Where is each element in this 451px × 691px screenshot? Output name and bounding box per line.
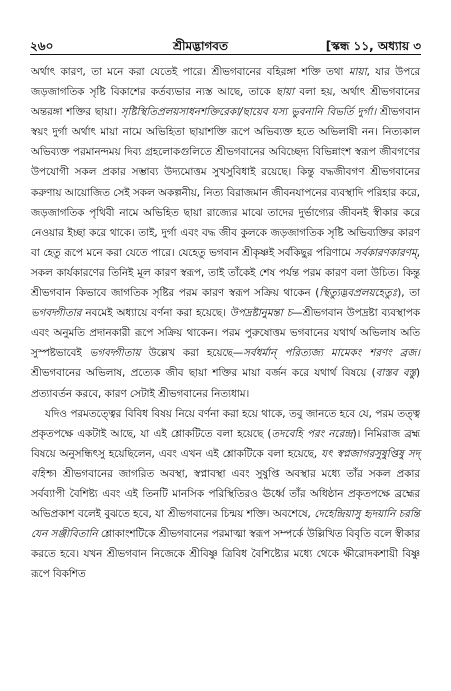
body-paragraph — [31, 404, 420, 585]
italic-quote: ভগবদ্গীতায় — [89, 347, 141, 360]
book-title: শ্রীমদ্ভাগবত — [172, 39, 228, 53]
section-reference: [স্কন্ধ ১১, অধ্যায় ৩ — [325, 39, 421, 53]
paragraph-text: , সকল কার্যকারণের তিনিই মূল কারণ স্বরূপ, তাই তাঁকেই শেষ পর্যন্ত পরম কারণ বলা উচিত। কিন্তু শ্রীভগবান কিভাবে জাগতিক সৃষ্টির পরম কারণ স্বরূপ সক্রিয় থাকেন ( — [31, 246, 420, 300]
italic-quote: উপদ্রষ্টানুমন্তা চ — [229, 307, 293, 320]
italic-quote: বাস্তব বস্তু — [375, 367, 416, 380]
paragraph-text: । শ্রীভগবানের জাগরিত অবস্থা, স্বপ্নাবস্থা এবং সুষুপ্তি অবস্থার মধ্যে তাঁর সকল প্রকার সর্বব্যাপী বৈশিষ্ট্য এবং এই তিনটি মানসিক পরিস্থিতিরও ঊর্ধ্বে তাঁর অধিষ্ঠান প্রকৃতপক্ষে ব্রহ্মের অভিপ্রকাশ বলেই বুঝতে হবে, যা শ্রীভগবানের চিন্ময় শক্তি। অবশেষে, — [31, 467, 420, 521]
paragraph-text: যদিও পরমতত্ত্বের বিবিধ বিষয় নিয়ে বর্ণনা করা হয়ে থাকে, তবু জানতে হবে যে, পরম তত্ত্ব প্রকৃতপক্ষে একটাই আছে, যা এই শ্লোকটিতে বলা হয়েছে ( — [31, 407, 420, 440]
italic-quote: ছায়া — [275, 86, 295, 99]
italic-quote: ভগবদ্গীতার — [31, 307, 82, 320]
paragraph-text: উল্লেখ করা হয়েছে— — [140, 347, 244, 360]
paragraph-text: শ্লোকাংশটিকে শ্রীভগবানের পরমাত্মা স্বরূপ সম্পর্কে উল্লিখিত বিবৃতি বলে স্বীকার করতে হবে। যখন শ্রীভগবান নিজেকে শ্রীবিষ্ণু ত্রিবিধ বৈশিষ্ট্যের মধ্যে থেকে ক্ষীরোদকশায়ী বিষ্ণু রূপে বিকশিত — [31, 528, 420, 581]
italic-quote: যৎ স্বপ্নজাগরসুষুপ্তিষু সদ্ বহিশ্চ — [31, 447, 420, 480]
italic-quote: দেহেন্দ্রিয়াসু হৃদয়ানি চরন্তি যেন সঞ্জীবিতানি — [31, 508, 420, 541]
paragraph-text: , যার উপরে জড়জাগতিক সৃষ্টি বিকাশের কর্তব্যভার ন্যস্ত আছে, তাকে — [31, 66, 420, 99]
body-paragraph — [31, 62, 420, 404]
paragraph-text: বলা হয়, অর্থাৎ শ্রীভগবানের অন্তরঙ্গা শক্তির ছায়া। — [31, 86, 420, 119]
header-rule — [30, 54, 421, 55]
page-header — [30, 30, 421, 52]
italic-quote: মায়া — [348, 66, 367, 78]
italic-quote: সর্বকারণকারণম্ — [354, 246, 417, 259]
italic-quote: স্থিত্যুদ্ভবপ্রলয়হেতুঃ — [319, 287, 398, 300]
page-number: ২৬০ — [30, 39, 54, 53]
paragraph-text: ) প্রত্যাবর্তন করবে, কারণ সেটাই শ্রীভগবানের নিত্যধাম। — [31, 367, 420, 400]
paragraph-text: —শ্রীভগবান উপদ্রষ্টা ব্যবস্থাপক এবং অনুমতি প্রদানকারী রূপে সক্রিয় থাকেন। পরম পুরুষোত্তম ভগবানের যথার্থ অভিলাষ অতি সুস্পষ্টভাবেই — [31, 307, 420, 360]
body-text — [31, 62, 420, 584]
italic-quote: তদবেহি পরং নরেন্দ্র — [271, 427, 353, 440]
paragraph-text: নবমেই অধ্যায়ে বর্ণনা করা হয়েছে। — [81, 307, 230, 320]
paragraph-text: ), তা — [397, 287, 420, 300]
paragraph-text: অর্থাৎ কারণ, তা মনে করা যেতেই পারে। শ্রীভগবানের বহিরঙ্গা শক্তি তথা — [31, 66, 349, 78]
paragraph-text: শ্রীভগবান স্বয়ং দুর্গা অর্থাৎ মায়া নামে অভিহিতা ছায়াশক্তি রূপে অভিব্যক্ত হতে অভিলাষী নন। নিত্যকাল অভিব্যক্ত পরমানন্দময় দিব্য গ্রহলোকগুলিতে শ্রীভগবানের অবিচ্ছেদ্য বিভিন্নাংশ স্বরূপ জীবগণের উপযোগী সকল প্রকার সম্ভাব্য উদ্যমোত্তম সুখসুবিধাই রয়েছে। কিন্তু বদ্ধজীবগণ শ্রীভগবানের করুণায় আয়োজিত সেই সকল অকল্পনীয়, নিত্য বিরাজমান জীবনযাপনের ব্যবস্থাদি পরিহার করে, জড়জাগতিক পৃথিবী নামে অভিহিত ছায়া রাজ্যের মাঝে তাদের দুর্ভাগ্যের জীবনই স্বীকার করে নেওয়ার ইচ্ছা করে থাকে। তাই, দুর্গা এবং বদ্ধ জীব কুলকে জড়জাগতিক সৃষ্টি অভিব্যক্তির কারণ বা হেতু রূপে মনে করা যেতে পারে। যেহেতু ভগবান শ্রীকৃষ্ণই সর্বকিছুর পরিণামে — [31, 106, 420, 259]
paragraph-text: শ্রীভগবানের অভিলাষ, প্রত্যেক জীব ছায়া শক্তির মায়া বর্জন করে যথার্থ বিষয়ে ( — [31, 367, 376, 380]
paragraph-text: )। নিমিরাজ ব্রহ্ম বিষয়ে অনুসন্ধিৎসু হয়েছিলেন, এবং এখন এই শ্লোকটিকে বলা হয়েছে, — [31, 427, 420, 460]
italic-quote: সর্বধর্মান্ পরিত্যজ্য মামেকং শরণং ব্রজ। — [243, 347, 420, 360]
italic-quote: সৃষ্টিস্থিতিপ্রলয়সাধনশক্তিরেকা/ছায়েব যস্য ভুবনানি বিভর্তি দুর্গা। — [120, 106, 377, 119]
